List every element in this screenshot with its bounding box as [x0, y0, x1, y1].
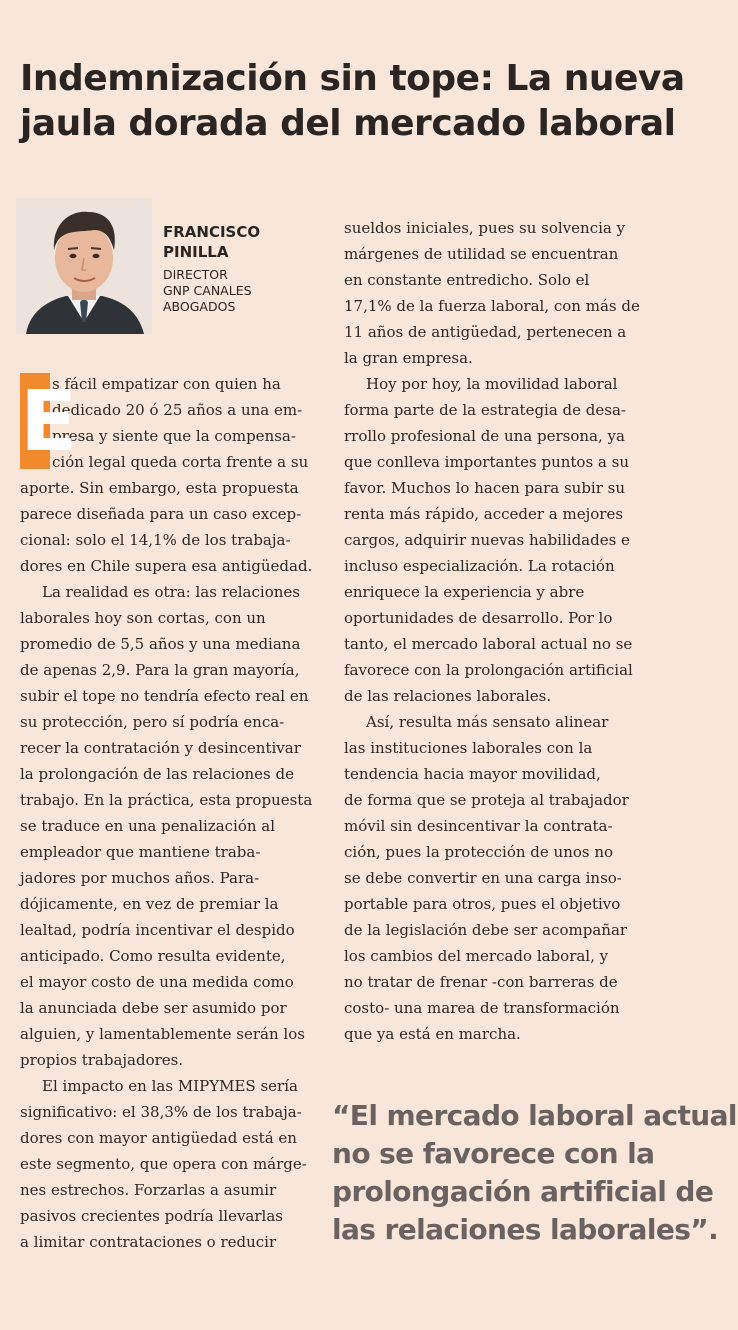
- author-name-line: PINILLA: [163, 243, 229, 261]
- body-line: nes estrechos. Forzarlas a asumir: [20, 1181, 277, 1199]
- body-line: dedicado 20 ó 25 años a una em-: [52, 401, 303, 419]
- author-role: [163, 267, 323, 315]
- body-line: parece diseñada para un caso excep-: [20, 505, 302, 523]
- body-line: alguien, y lamentablemente serán los: [20, 1025, 305, 1043]
- body-line: significativo: el 38,3% de los trabaja-: [20, 1103, 302, 1121]
- body-paragraph: [20, 1073, 330, 1255]
- body-paragraph: [20, 371, 330, 475]
- author-name: [163, 222, 323, 262]
- body-line: tanto, el mercado laboral actual no se: [344, 635, 633, 653]
- body-line: que conlleva importantes puntos a su: [344, 453, 629, 471]
- body-line: ción, pues la protección de unos no: [344, 843, 614, 861]
- body-line: enriquece la experiencia y abre: [344, 583, 585, 601]
- body-line: presa y siente que la compensa-: [52, 427, 296, 445]
- body-line: 17,1% de la fuerza laboral, con más de: [344, 297, 640, 315]
- body-paragraph: [344, 709, 654, 1047]
- body-line: oportunidades de desarrollo. Por lo: [344, 609, 613, 627]
- body-line: en constante entredicho. Solo el: [344, 271, 590, 289]
- body-line: ción legal queda corta frente a su: [52, 453, 309, 471]
- pull-quote-line: no se favorece con la: [332, 1137, 655, 1170]
- body-line: incluso especialización. La rotación: [344, 557, 615, 575]
- body-line: de apenas 2,9. Para la gran mayoría,: [20, 661, 300, 679]
- body-line: dójicamente, en vez de premiar la: [20, 895, 279, 913]
- body-line: móvil sin desincentivar la contrata-: [344, 817, 613, 835]
- dropcap-letter: E: [20, 372, 78, 470]
- body-line: los cambios del mercado laboral, y: [344, 947, 609, 965]
- dropcap-block: [20, 371, 330, 475]
- pull-quote-line: “El mercado laboral actual: [332, 1099, 737, 1132]
- body-line: rrollo profesional de una persona, ya: [344, 427, 625, 445]
- pull-quote-line: las relaciones laborales”.: [332, 1213, 719, 1246]
- body-line: renta más rápido, acceder a mejores: [344, 505, 624, 523]
- body-line: pasivos crecientes podría llevarlas: [20, 1207, 283, 1225]
- body-line: favorece con la prolongación artificial: [344, 661, 633, 679]
- author-role-line: GNP CANALES: [163, 283, 252, 298]
- body-column-right: [344, 215, 654, 1047]
- body-paragraph: [344, 371, 654, 709]
- body-line: la prolongación de las relaciones de: [20, 765, 294, 783]
- body-paragraph: [344, 215, 654, 371]
- body-column-left: [20, 371, 330, 1255]
- body-line: forma parte de la estrategia de desa-: [344, 401, 626, 419]
- body-line: subir el tope no tendría efecto real en: [20, 687, 309, 705]
- author-block: [163, 222, 323, 315]
- body-line: s fácil empatizar con quien ha: [52, 375, 281, 393]
- author-role-line: DIRECTOR: [163, 267, 228, 282]
- body-line: propios trabajadores.: [20, 1051, 184, 1069]
- author-portrait-image: [16, 198, 152, 334]
- body-line: de forma que se proteja al trabajador: [344, 791, 629, 809]
- title-line: Indemnización sin tope: La nueva: [20, 58, 685, 99]
- title-line: jaula dorada del mercado laboral: [20, 103, 676, 144]
- body-line: no tratar de frenar -con barreras de: [344, 973, 618, 991]
- body-line: el mayor costo de una medida como: [20, 973, 294, 991]
- body-line: la gran empresa.: [344, 349, 473, 367]
- body-line: anticipado. Como resulta evidente,: [20, 947, 286, 965]
- body-line: dores con mayor antigüedad está en: [20, 1129, 297, 1147]
- body-line: 11 años de antigüedad, pertenecen a: [344, 323, 627, 341]
- body-line: recer la contratación y desincentivar: [20, 739, 301, 757]
- body-line: cional: solo el 14,1% de los trabaja-: [20, 531, 291, 549]
- pull-quote-line: prolongación artificial de: [332, 1175, 714, 1208]
- body-line: costo- una marea de transformación: [344, 999, 620, 1017]
- body-line: la anunciada debe ser asumido por: [20, 999, 287, 1017]
- body-paragraph: [20, 475, 330, 579]
- body-line: de la legislación debe ser acompañar: [344, 921, 628, 939]
- body-line: laborales hoy son cortas, con un: [20, 609, 266, 627]
- body-line: que ya está en marcha.: [344, 1025, 521, 1043]
- body-line: portable para otros, pues el objetivo: [344, 895, 621, 913]
- body-line: El impacto en las MIPYMES sería: [42, 1077, 298, 1095]
- body-line: Así, resulta más sensato alinear: [366, 713, 609, 731]
- body-line: se debe convertir en una carga inso-: [344, 869, 622, 887]
- article-title: [20, 56, 720, 146]
- body-line: lealtad, podría incentivar el despido: [20, 921, 295, 939]
- body-line: de las relaciones laborales.: [344, 687, 552, 705]
- body-line: dores en Chile supera esa antigüedad.: [20, 557, 313, 575]
- body-line: trabajo. En la práctica, esta propuesta: [20, 791, 313, 809]
- body-line: tendencia hacia mayor movilidad,: [344, 765, 601, 783]
- body-line: La realidad es otra: las relaciones: [42, 583, 300, 601]
- author-photo: [16, 198, 152, 334]
- body-line: las instituciones laborales con la: [344, 739, 593, 757]
- body-line: su protección, pero sí podría enca-: [20, 713, 285, 731]
- body-line: jadores por muchos años. Para-: [20, 869, 260, 887]
- body-line: promedio de 5,5 años y una mediana: [20, 635, 301, 653]
- body-line: sueldos iniciales, pues su solvencia y: [344, 219, 626, 237]
- body-line: aporte. Sin embargo, esta propuesta: [20, 479, 299, 497]
- body-line: empleador que mantiene traba-: [20, 843, 261, 861]
- author-name-line: FRANCISCO: [163, 223, 261, 241]
- body-line: a limitar contrataciones o reducir: [20, 1233, 277, 1251]
- body-line: favor. Muchos lo hacen para subir su: [344, 479, 626, 497]
- pull-quote: [332, 1097, 737, 1249]
- body-line: este segmento, que opera con márge-: [20, 1155, 307, 1173]
- body-line: se traduce en una penalización al: [20, 817, 276, 835]
- body-paragraph: [20, 579, 330, 1073]
- body-line: márgenes de utilidad se encuentran: [344, 245, 619, 263]
- author-role-line: ABOGADOS: [163, 299, 236, 314]
- body-line: cargos, adquirir nuevas habilidades e: [344, 531, 630, 549]
- body-line: Hoy por hoy, la movilidad laboral: [366, 375, 618, 393]
